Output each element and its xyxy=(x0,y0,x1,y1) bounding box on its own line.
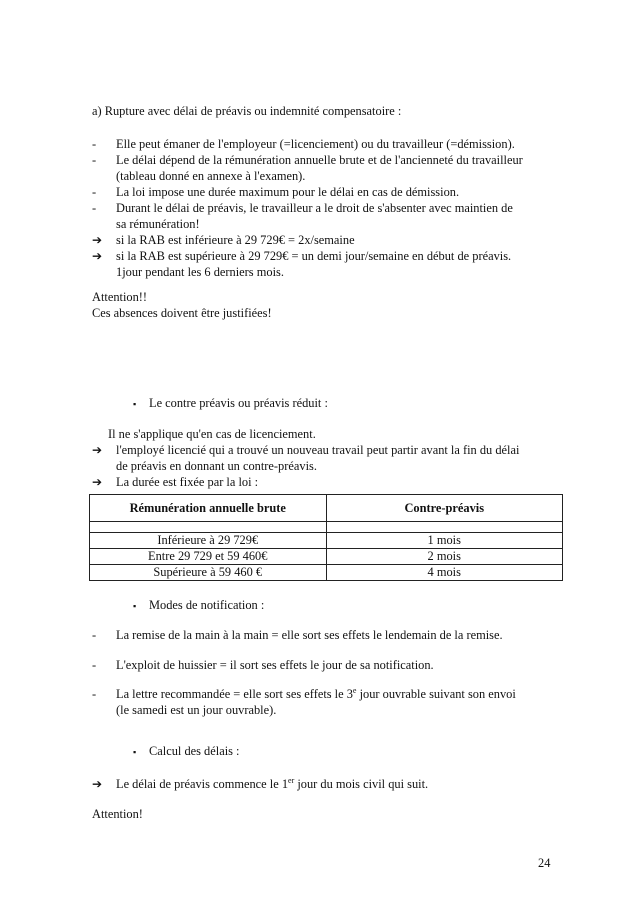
notification-item: L'exploit de huissier = il sort ses effets le jour de sa notification. xyxy=(116,658,434,672)
table-spacer-row xyxy=(90,522,563,533)
rule-text: Elle peut émaner de l'employeur (=licenciement) ou du travailleur (=démission). xyxy=(116,137,515,151)
rule-text: sa rémunération! xyxy=(116,217,200,231)
rule-text: (tableau donné en annexe à l'examen). xyxy=(116,169,306,183)
arrow-right-icon: ➔ xyxy=(92,443,103,457)
square-bullet-icon: ▪ xyxy=(133,747,137,757)
page-number: 24 xyxy=(538,856,551,870)
letter-text-a: La lettre recommandée = elle sort ses effets le 3 xyxy=(116,687,353,701)
dash-marker: - xyxy=(92,658,97,672)
dash-marker: - xyxy=(92,137,97,151)
dash-marker: - xyxy=(92,185,97,199)
arrow-right-icon: ➔ xyxy=(92,777,103,791)
contre-intro: Il ne s'applique qu'en cas de licenciement. xyxy=(108,427,316,441)
square-bullet-icon: ▪ xyxy=(133,399,137,409)
table-header-cell: Rémunération annuelle brute xyxy=(90,495,327,522)
attention-note-detail: Ces absences doivent être justifiées! xyxy=(92,306,272,320)
letter-superscript: e xyxy=(352,685,357,695)
table-cell: 1 mois xyxy=(326,533,563,549)
subsection-title-notification: Modes de notification : xyxy=(149,598,265,612)
dash-marker: - xyxy=(92,687,97,701)
dash-marker: - xyxy=(92,201,97,215)
absence-extra-text: 1jour pendant les 6 derniers mois. xyxy=(116,265,284,279)
square-bullet-icon: ▪ xyxy=(133,601,137,611)
rule-text: Durant le délai de préavis, le travailleur a le droit de s'absenter avec maintien de xyxy=(116,201,513,215)
calcul-text-b: jour du mois civil qui suit. xyxy=(294,777,429,791)
table-row xyxy=(90,549,563,565)
subsection-title-contre-preavis: Le contre préavis ou préavis réduit : xyxy=(149,396,328,410)
dash-marker: - xyxy=(92,153,97,167)
arrow-right-icon: ➔ xyxy=(92,249,103,263)
rule-text: Le délai dépend de la rémunération annuelle brute et de l'ancienneté du travailleur xyxy=(116,153,523,167)
subsection-title-calcul: Calcul des délais : xyxy=(149,744,240,758)
absence-rule-text: si la RAB est supérieure à 29 729€ = un demi jour/semaine en début de préavis. xyxy=(116,249,512,263)
contre-preavis-table xyxy=(89,494,563,581)
table-cell: Inférieure à 29 729€ xyxy=(90,533,327,549)
table-row xyxy=(90,533,563,549)
rule-text: La loi impose une durée maximum pour le délai en cas de démission. xyxy=(116,185,460,199)
table-row xyxy=(90,565,563,581)
table-cell: Supérieure à 59 460 € xyxy=(90,565,327,581)
notification-item: La remise de la main à la main = elle sort ses effets le lendemain de la remise. xyxy=(116,628,503,642)
calcul-text xyxy=(116,776,428,792)
contre-point-text: de préavis en donnant un contre-préavis. xyxy=(116,459,317,473)
absence-rule-text: si la RAB est inférieure à 29 729€ = 2x/semaine xyxy=(116,233,355,247)
dash-marker: - xyxy=(92,628,97,642)
table-header-cell: Contre-préavis xyxy=(326,495,563,522)
notification-item-letter xyxy=(116,686,516,702)
calcul-superscript: er xyxy=(288,775,295,785)
attention-note-2: Attention! xyxy=(92,807,143,821)
contre-point-text: l'employé licencié qui a trouvé un nouveau travail peut partir avant la fin du délai xyxy=(116,443,520,457)
table-cell: Entre 29 729 et 59 460€ xyxy=(90,549,327,565)
arrow-right-icon: ➔ xyxy=(92,475,103,489)
notification-item-letter-cont: (le samedi est un jour ouvrable). xyxy=(116,703,277,717)
table-header-row xyxy=(90,495,563,522)
table-cell: 2 mois xyxy=(326,549,563,565)
arrow-right-icon: ➔ xyxy=(92,233,103,247)
attention-note: Attention!! xyxy=(92,290,148,304)
table-cell: 4 mois xyxy=(326,565,563,581)
letter-text-b: jour ouvrable suivant son envoi xyxy=(356,687,516,701)
contre-point-text: La durée est fixée par la loi : xyxy=(116,475,259,489)
calcul-text-a: Le délai de préavis commence le 1 xyxy=(116,777,289,791)
section-heading-a: a) Rupture avec délai de préavis ou indemnité compensatoire : xyxy=(92,104,402,118)
